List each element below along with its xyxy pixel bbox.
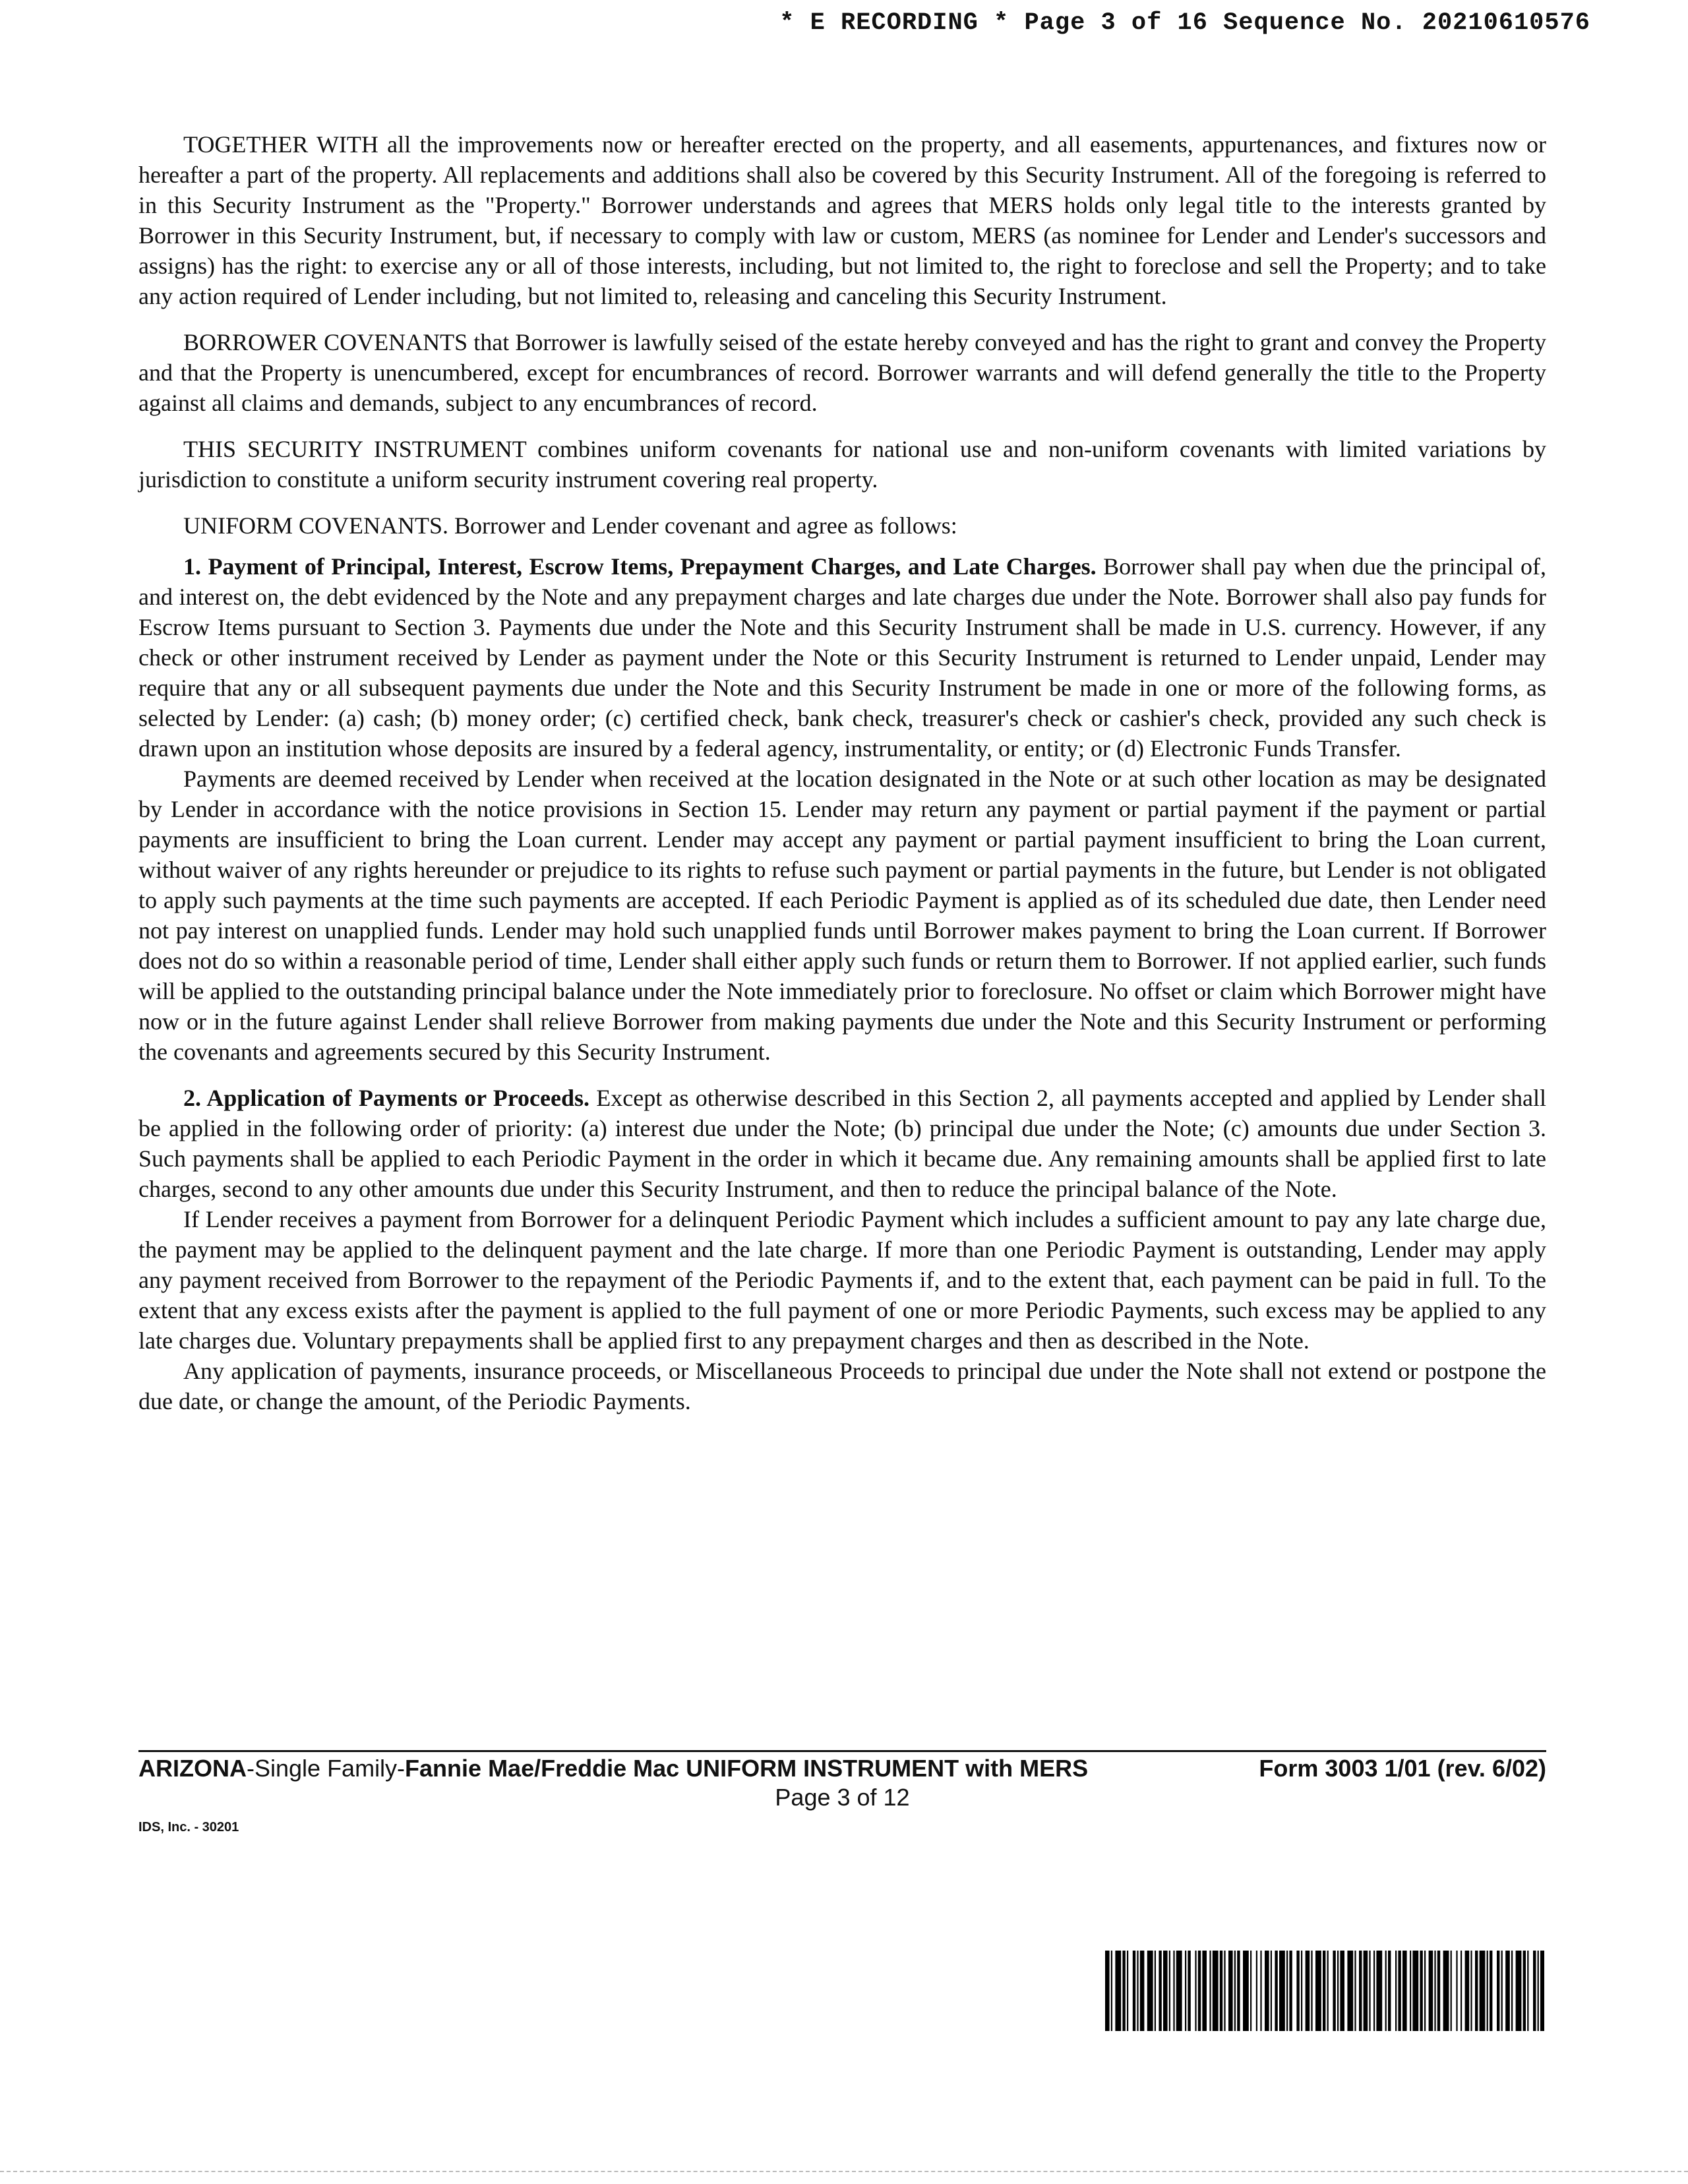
paragraph-together-with: TOGETHER WITH all the improvements now or hereafter erected on the property, and all easements, appurtenances, and fixtures now or hereafter a part of the property. All replacements and additions shall also be covered by this Security Instrument. All of the foregoing is referred to in this Security Instrument as the "Property." Borrower understands and agrees that MERS holds only legal title to the interests granted by Borrower in this Security Instrument, but, if necessary to comply with law or custom, MERS (as nominee for Lender and Lender's successors and assigns) has the right: to exercise any or all of those interests, including, but not limited to, the right to foreclose and sell the Property; and to take any action required of Lender including, but not limited to, releasing and canceling this Security Instrument.: [138, 131, 1546, 309]
footer-instrument-title: Fannie Mae/Freddie Mac UNIFORM INSTRUMENT with MERS: [405, 1755, 1089, 1782]
section-1-heading: 1. Payment of Principal, Interest, Escrow Items, Prepayment Charges, and Late Charges.: [183, 553, 1097, 580]
section-2-text: Except as otherwise described in this Section 2, all payments accepted and applied by Lender shall be applied in the following order of priority: (a) interest due under the Note; (b) principal due under the Note; (c) amounts due under Section 3. Such payments shall be applied to each Periodic Payment in the order in which it became due. Any remaining amounts shall be applied first to late charges, second to any other amounts due under this Security Instrument, and then to reduce the principal balance of the Note.: [138, 1085, 1546, 1202]
barcode: [1105, 1951, 1544, 2031]
footer-form-number: Form 3003 1/01 (rev. 6/02): [1259, 1755, 1546, 1782]
section-1-paragraph: [138, 551, 1546, 764]
paragraph-uniform-covenants: UNIFORM COVENANTS. Borrower and Lender covenant and agree as follows:: [183, 512, 957, 539]
section-2-heading: 2. Application of Payments or Proceeds.: [183, 1085, 590, 1111]
scan-edge-line: [0, 2171, 1688, 2172]
paragraph-borrower-covenants: BORROWER COVENANTS that Borrower is lawfully seised of the estate hereby conveyed and has the right to grant and convey the Property and that the Property is unencumbered, except for encumbrances of record. Borrower warrants and will defend generally the title to the Property against all claims and demands, subject to any encumbrances of record.: [138, 329, 1546, 416]
footer-divider: [138, 1750, 1546, 1752]
document-body: [138, 129, 1546, 1416]
section-1-text: Borrower shall pay when due the principal of, and interest on, the debt evidenced by the Note and any prepayment charges and late charges due under the Note. Borrower shall also pay funds for Escrow Items pursuant to Section 3. Payments due under the Note and this Security Instrument shall be made in U.S. currency. However, if any check or other instrument received by Lender as payment under the Note or this Security Instrument is returned to Lender unpaid, Lender may require that any or all subsequent payments due under the Note and this Security Instrument be made in one or more of the following forms, as selected by Lender: (a) cash; (b) money order; (c) certified check, bank check, treasurer's check or cashier's check, provided any such check is drawn upon an institution whose deposits are insured by a federal agency, instrumentality, or entity; or (d) Electronic Funds Transfer.: [138, 553, 1546, 762]
footer-page-number: Page 3 of 12: [775, 1784, 910, 1811]
footer-ids: IDS, Inc. - 30201: [138, 1820, 239, 1835]
section-2-paragraph: [138, 1083, 1546, 1204]
footer-family: -Single Family-: [247, 1755, 406, 1782]
recording-header: * E RECORDING * Page 3 of 16 Sequence No. 20210610576: [779, 9, 1590, 37]
footer-state: ARIZONA: [138, 1755, 247, 1782]
footer-form-title: [138, 1754, 1546, 1783]
paragraph-delinquent-payment: If Lender receives a payment from Borrower for a delinquent Periodic Payment which includes a sufficient amount to pay any late charge due, the payment may be applied to the delinquent payment and the late charge. If more than one Periodic Payment is outstanding, Lender may apply any payment received from Borrower to the repayment of the Periodic Payments if, and to the extent that, each payment can be paid in full. To the extent that any excess exists after the payment is applied to the full payment of one or more Periodic Payments, such excess may be applied to any late charges due. Voluntary prepayments shall be applied first to any prepayment charges and then as described in the Note.: [138, 1206, 1546, 1354]
paragraph-application-of-payments: Any application of payments, insurance proceeds, or Miscellaneous Proceeds to principal due under the Note shall not extend or postpone the due date, or change the amount, of the Periodic Payments.: [138, 1358, 1546, 1414]
paragraph-security-instrument: THIS SECURITY INSTRUMENT combines uniform covenants for national use and non-uniform covenants with limited variations by jurisdiction to constitute a uniform security instrument covering real property.: [138, 436, 1546, 493]
paragraph-payments-received: Payments are deemed received by Lender when received at the location designated in the Note or at such other location as may be designated by Lender in accordance with the notice provisions in Section 15. Lender may return any payment or partial payment if the payment or partial payments are insufficient to bring the Loan current. Lender may accept any payment or partial payment insufficient to bring the Loan current, without waiver of any rights hereunder or prejudice to its rights to refuse such payment or partial payments in the future, but Lender is not obligated to apply such payments at the time such payments are accepted. If each Periodic Payment is applied as of its scheduled due date, then Lender need not pay interest on unapplied funds. Lender may hold such unapplied funds until Borrower makes payment to bring the Loan current. If Borrower does not do so within a reasonable period of time, Lender shall either apply such funds or return them to Borrower. If not applied earlier, such funds will be applied to the outstanding principal balance under the Note immediately prior to foreclosure. No offset or claim which Borrower might have now or in the future against Lender shall relieve Borrower from making payments due under the Note and this Security Instrument or performing the covenants and agreements secured by this Security Instrument.: [138, 766, 1546, 1065]
